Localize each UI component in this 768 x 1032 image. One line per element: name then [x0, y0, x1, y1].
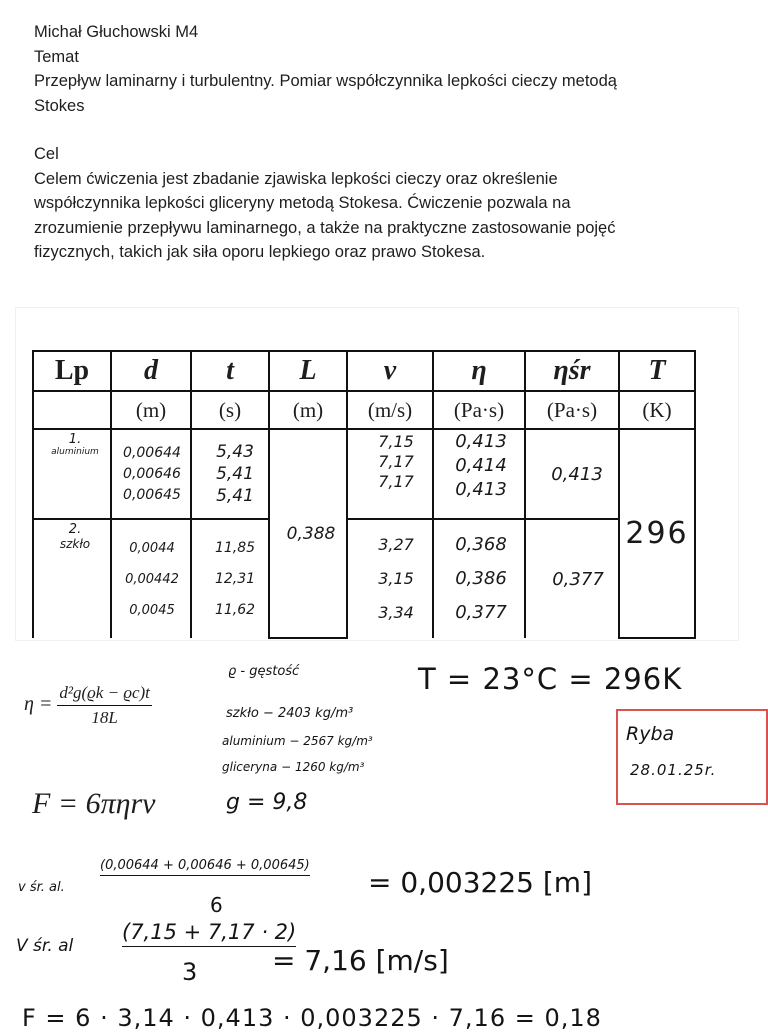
- topic-label: Temat: [34, 47, 79, 66]
- calc-v-result: = 7,16 [m/s]: [272, 944, 449, 977]
- density-glass: szkło − 2403 kg/m³: [226, 706, 354, 721]
- temperature-note: T = 23°C = 296K: [418, 662, 683, 696]
- density-label: ϱ - gęstość: [228, 664, 300, 679]
- goal-label: Cel: [34, 145, 59, 163]
- eta-value: 0,377: [455, 602, 507, 623]
- measurement-table-image: [16, 308, 738, 640]
- lp-material: szkło: [59, 537, 91, 551]
- eta-glass: [433, 519, 525, 638]
- unit-d: (m): [111, 391, 191, 429]
- formula-numerator: d²g(ϱk − ϱc)t: [57, 683, 151, 706]
- topic-line-1: Przepływ laminarny i turbulentny. Pomiar współczynnika lepkości cieczy metodą: [34, 72, 617, 90]
- d-value: 0,00645: [123, 486, 181, 503]
- eta-value: 0,386: [455, 568, 507, 589]
- goal-line-4: fizycznych, takich jak siła oporu lepkiego oraz prawo Stokesa.: [34, 243, 486, 261]
- header-temperature: T: [619, 351, 695, 391]
- calc-d-result: = 0,003225 [m]: [368, 866, 592, 899]
- signature-name: Ryba: [626, 723, 675, 745]
- lp-aluminium: [33, 429, 111, 519]
- calc-d-numerator: (0,00644 + 0,00646 + 0,00645): [100, 858, 310, 876]
- calc-d-denominator: 6: [210, 893, 223, 917]
- measurement-table: [32, 350, 696, 639]
- unit-eta-avg: (Pa·s): [525, 391, 619, 429]
- v-glass: [347, 519, 433, 638]
- t-value: 12,31: [214, 570, 256, 587]
- unit-lp: [33, 391, 111, 429]
- d-value: 0,00644: [123, 444, 181, 461]
- table-row-aluminium: [33, 429, 695, 519]
- calc-v-label: V śr. al: [16, 936, 74, 956]
- v-value: 7,15: [378, 432, 414, 451]
- header-t: t: [191, 351, 269, 391]
- header-eta: η: [433, 351, 525, 391]
- density-glycerin: gliceryna − 1260 kg/m³: [222, 760, 365, 774]
- goal-line-2: współczynnika lepkości gliceryny metodą Stokesa. Ćwiczenie pozwala na: [34, 194, 571, 212]
- table-row-glass: [33, 519, 695, 638]
- calc-v-numerator: (7,15 + 7,17 · 2): [122, 920, 296, 947]
- unit-l: (m): [269, 391, 347, 429]
- eta-aluminium: [433, 429, 525, 519]
- signature-date: 28.01.25r.: [630, 761, 717, 779]
- formula-fraction: [57, 683, 151, 728]
- viscosity-formula: [24, 683, 152, 728]
- v-value: 3,34: [378, 603, 414, 622]
- v-value: 7,17: [378, 472, 414, 491]
- t-value: 5,43: [216, 442, 254, 462]
- v-value: 3,27: [378, 535, 414, 554]
- d-glass: [111, 519, 191, 638]
- header-lp: Lp: [33, 351, 111, 391]
- d-value: 0,0044: [129, 540, 175, 556]
- v-aluminium: [347, 429, 433, 519]
- eta-avg-glass: 0,377: [525, 519, 619, 638]
- t-glass: [191, 519, 269, 638]
- density-aluminium: aluminium − 2567 kg/m³: [222, 734, 373, 748]
- t-aluminium: [191, 429, 269, 519]
- t-value: 11,85: [214, 539, 256, 556]
- topic-line-2: Stokes: [34, 96, 85, 115]
- signature-box: [616, 709, 768, 805]
- unit-eta: (Pa·s): [433, 391, 525, 429]
- t-value: 5,41: [216, 486, 254, 506]
- formula-box: [18, 655, 214, 841]
- calc-force-line: F = 6 · 3,14 · 0,413 · 0,003225 · 7,16 = 0,18: [22, 1004, 602, 1032]
- goal-line-1: Celem ćwiczenia jest zbadanie zjawiska lepkości cieczy oraz określenie: [34, 169, 558, 188]
- table-units-row: [33, 391, 695, 429]
- formula-lhs: η =: [24, 693, 53, 716]
- header-text: [34, 20, 734, 265]
- unit-t: (s): [191, 391, 269, 429]
- header-eta-avg: ηśr: [525, 351, 619, 391]
- table-header-row: [33, 351, 695, 391]
- lp-number: 2.: [68, 522, 82, 537]
- d-value: 0,00646: [123, 465, 181, 482]
- unit-v: (m/s): [347, 391, 433, 429]
- eta-value: 0,368: [455, 534, 507, 555]
- calc-d-label: v śr. al.: [18, 880, 65, 895]
- v-value: 7,17: [378, 452, 414, 471]
- d-aluminium: [111, 429, 191, 519]
- l-value: 0,388: [269, 429, 347, 638]
- author-line: Michał Głuchowski M4: [34, 23, 199, 41]
- unit-temperature: (K): [619, 391, 695, 429]
- eta-value: 0,414: [455, 455, 507, 476]
- goal-line-3: zrozumienie przepływu laminarnego, a także na praktyczne zastosowanie pojęć: [34, 218, 616, 237]
- gravity-value: g = 9,8: [226, 790, 308, 815]
- d-value: 0,0045: [129, 602, 175, 618]
- t-value: 5,41: [216, 464, 254, 484]
- stokes-force-formula: F = 6πηrv: [32, 787, 156, 820]
- lp-glass: [33, 519, 111, 638]
- t-value: 11,62: [214, 601, 256, 618]
- d-value: 0,00442: [125, 571, 179, 587]
- calc-v-denominator: 3: [182, 958, 198, 986]
- eta-avg-aluminium: 0,413: [525, 429, 619, 519]
- v-value: 3,15: [378, 569, 414, 588]
- formula-denominator: 18L: [91, 708, 118, 727]
- header-d: d: [111, 351, 191, 391]
- temperature-value: 296: [619, 429, 695, 638]
- eta-value: 0,413: [455, 431, 507, 452]
- eta-value: 0,413: [455, 479, 507, 500]
- lp-number: 1.: [68, 432, 82, 447]
- header-v: v: [347, 351, 433, 391]
- header-l: L: [269, 351, 347, 391]
- lp-material: aluminium: [51, 447, 99, 457]
